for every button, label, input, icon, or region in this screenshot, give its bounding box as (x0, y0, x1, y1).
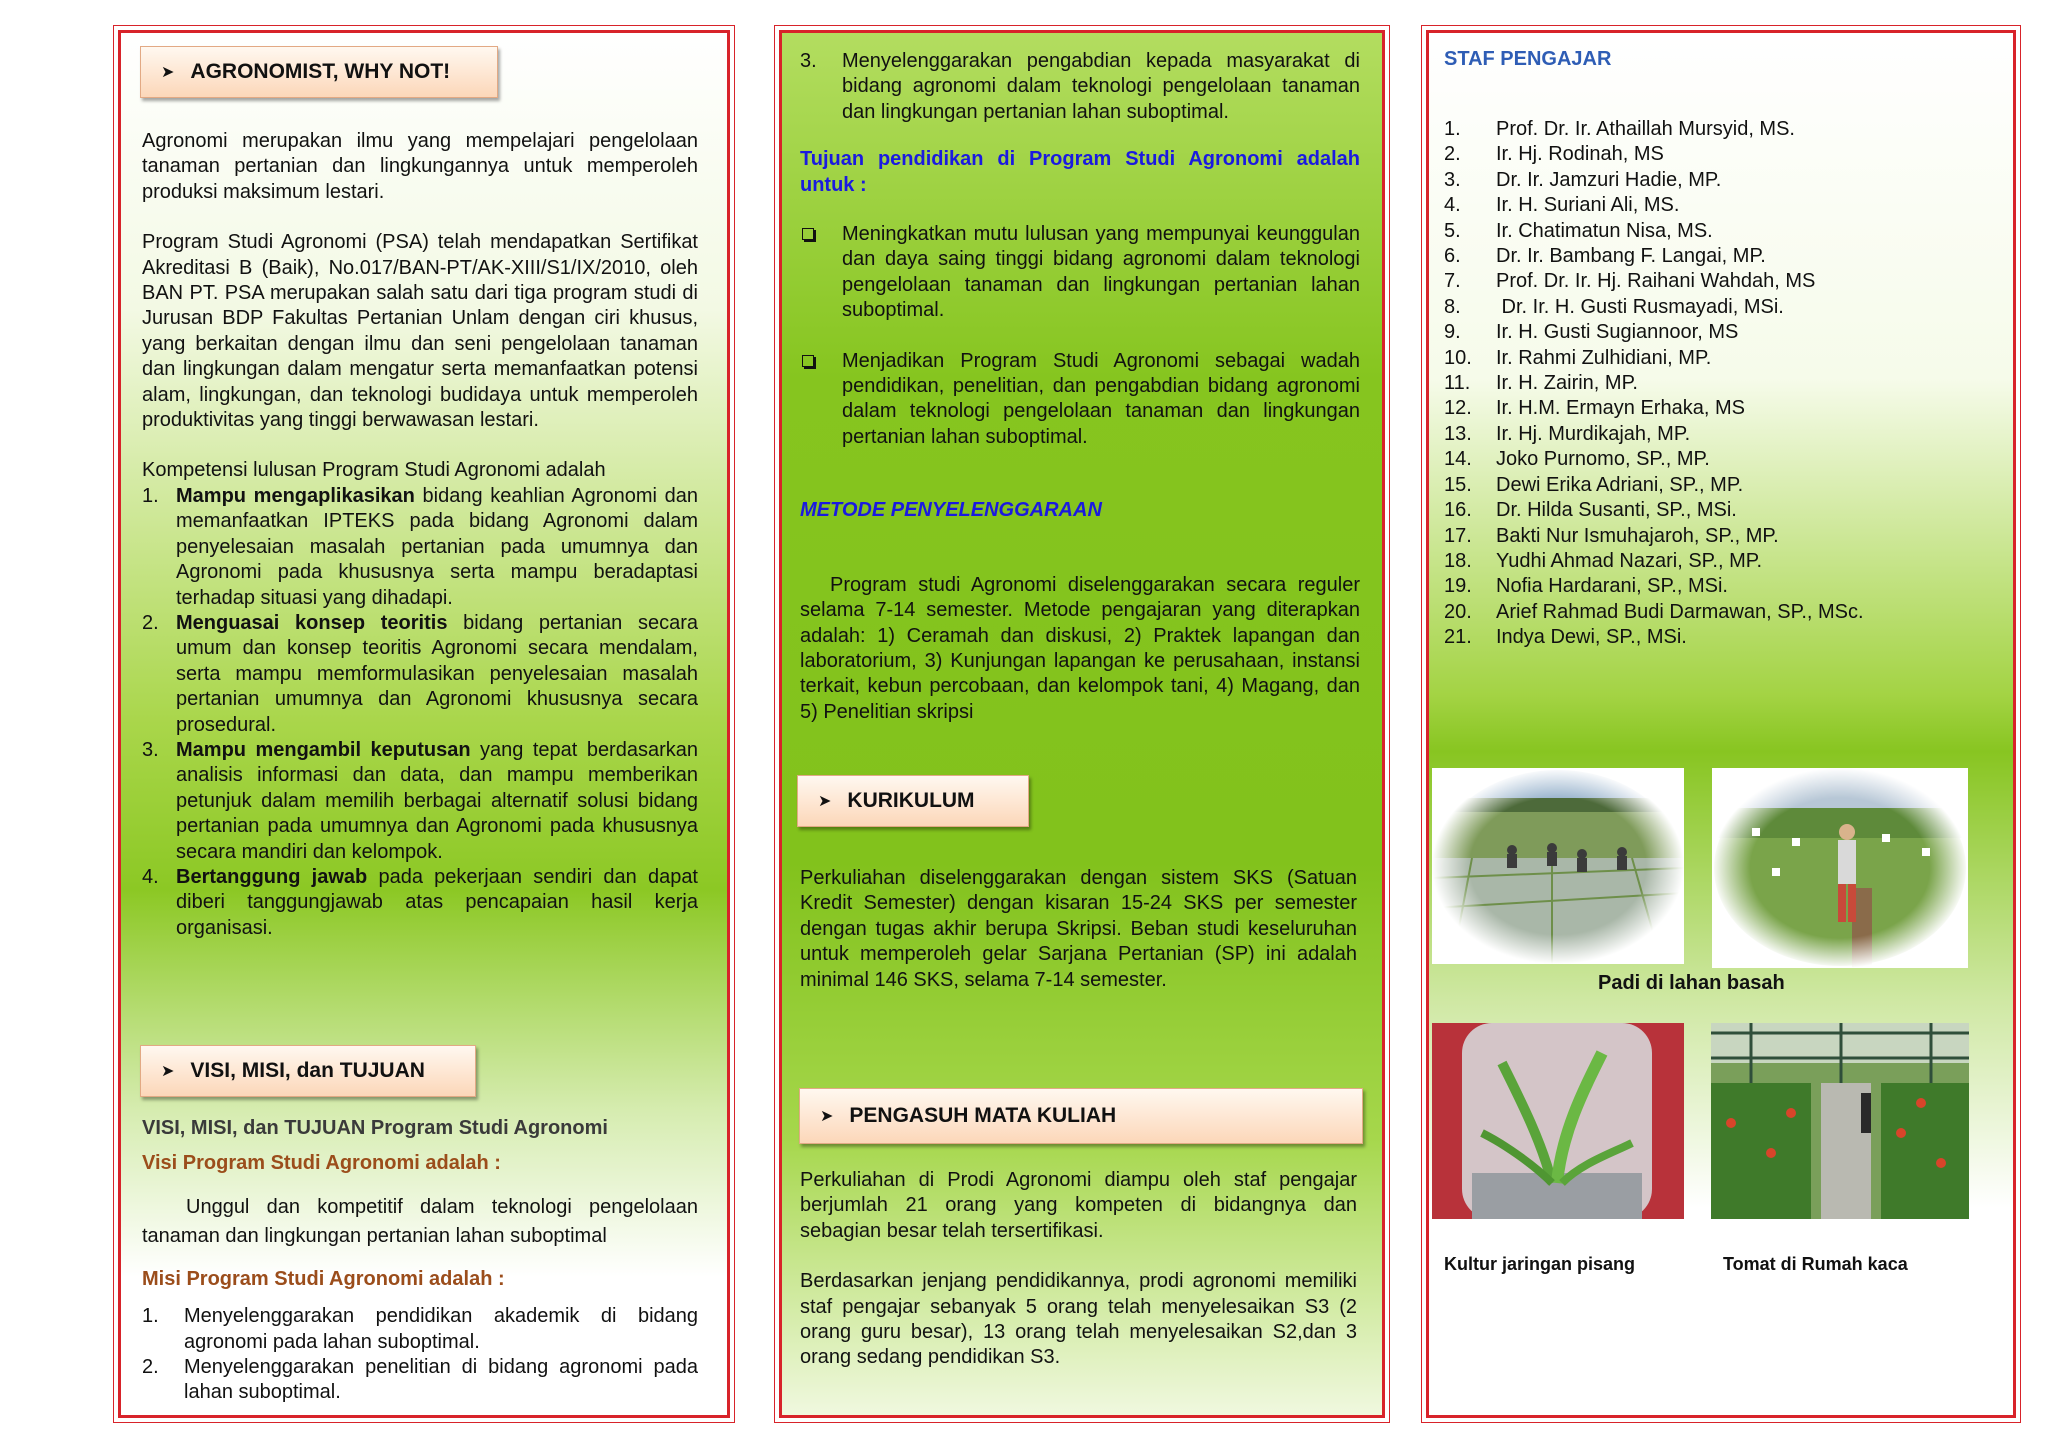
list-item: 18. Yudhi Ahmad Nazari, SP., MP. (1444, 549, 1763, 572)
list-item: 21. Indya Dewi, SP., MSi. (1444, 626, 1687, 649)
staff-title: STAF PENGAJAR (1444, 48, 1612, 70)
list-item: 20. Arief Rahmad Budi Darmawan, SP., MSc. (1444, 600, 1864, 623)
kompetensi-intro: Kompetensi lulusan Program Studi Agronomi adalah (142, 459, 606, 482)
list-item: 19. Nofia Hardarani, SP., MSi. (1444, 575, 1728, 598)
caption-tomat: Tomat di Rumah kaca (1723, 1254, 1908, 1274)
pengasuh-section (800, 1168, 1357, 1371)
list-item: 2. Menguasai konsep teoritis bidang pertanian secara umum dan konsep teoritis Agronomi secara mendalam, serta mampu memformulasikan penyelesaian masalah pertanian umumnya dan Agronomi khususnya secara prosedural. (142, 611, 699, 736)
list-item: 17. Bakti Nur Ismuhajaroh, SP., MP. (1444, 524, 1779, 547)
list-item: 2. Menyelenggarakan penelitian di bidang agronomi pada lahan suboptimal. (142, 1356, 698, 1404)
header-visi-misi-label: VISI, MISI, dan TUJUAN (190, 1059, 425, 1082)
panel1-body (142, 129, 698, 941)
list-item: 1. Menyelenggarakan pendidikan akademik di bidang agronomi pada lahan suboptimal. (142, 1305, 698, 1353)
arrow-bullet-icon: ➤ (820, 1108, 834, 1125)
list-item: 12. Ir. H.M. Ermayn Erhaka, MS (1444, 397, 1745, 420)
header-visi-misi (140, 1045, 476, 1097)
list-item: 10. Ir. Rahmi Zulhidiani, MP. (1444, 346, 1712, 369)
list-item: 8. Dr. Ir. H. Gusti Rusmayadi, MSi. (1444, 295, 1784, 318)
rice-field-photo (1432, 768, 1684, 964)
list-item: 5. Ir. Chatimatun Nisa, MS. (1444, 219, 1713, 242)
list-item: 1. Mampu mengaplikasikan bidang keahlian Agronomi dan memanfaatkan IPTEKS pada bidang Agronomi dalam penyelesaian masalah pertanian pada umumnya dan Agronomi pada khususnya serta mampu beradaptasi terhadap situasi yang dihadapi. (142, 484, 698, 609)
list-item: 6. Dr. Ir. Bambang F. Langai, MP. (1444, 245, 1766, 268)
greenhouse-tomato-photo (1711, 1023, 1969, 1219)
kurikulum-text: Perkuliahan diselenggarakan dengan sistem SKS (Satuan Kredit Semester) dengan kisaran 15-24 SKS per semester dengan tugas akhir berupa Skripsi. Beban studi keseluruhan untuk memperoleh gelar Sarjana Pertanian (SP) ini adalah minimal 146 SKS, selama 7-14 semester. (800, 867, 1357, 991)
list-item: 2. Ir. Hj. Rodinah, MS (1444, 143, 1664, 166)
misi-list-continued (800, 49, 1360, 125)
pengasuh-text-1: Perkuliahan di Prodi Agronomi diampu oleh staf pengajar berjumlah 21 orang yang kompeten di bidangnya dan sebagian besar telah tersertifikasi. (800, 1169, 1357, 1242)
header-agronomist-label: AGRONOMIST, WHY NOT! (190, 60, 451, 83)
list-item: Menjadikan Program Studi Agronomi sebagai wadah pendidikan, penelitian, dan pengabdian bidang agronomi dalam teknologi pengelolaan tanaman dan lingkungan pertanian lahan suboptimal. (800, 349, 1360, 451)
metode-text: Program studi Agronomi diselenggarakan secara reguler selama 7-14 semester. Metode pengajaran yang diterapkan adalah: 1) Ceramah dan diskusi, 2) Praktek lapangan dan laboratorium, 3) Kunjungan lapangan ke perusahaan, instansi terkait, kebun percobaan, dan kelompok tani, 4) Magang, dan 5) Penelitian skripsi (800, 573, 1360, 723)
list-item: 11. Ir. H. Zairin, MP. (1444, 372, 1638, 395)
vmt-title: VISI, MISI, dan TUJUAN Program Studi Agronomi (142, 1117, 608, 1139)
caption-kultur: Kultur jaringan pisang (1444, 1254, 1636, 1274)
header-agronomist (140, 46, 498, 98)
misi-title: Misi Program Studi Agronomi adalah : (142, 1267, 505, 1290)
list-item: 15. Dewi Erika Adriani, SP., MP. (1444, 473, 1744, 496)
caption-padi: Padi di lahan basah (1598, 972, 1785, 994)
visi-title: Visi Program Studi Agronomi adalah : (142, 1152, 501, 1175)
kompetensi-list (142, 484, 698, 941)
list-item: 4. Bertanggung jawab pada pekerjaan sendiri dan dapat diberi tanggungjawab atas pencapaian hasil kerja organisasi. (142, 865, 698, 939)
list-item: 3. Menyelenggarakan pengabdian kepada masyarakat di bidang agronomi dalam teknologi pengelolaan tanaman dan lingkungan pertanian lahan suboptimal. (800, 50, 1360, 123)
list-item: 1. Prof. Dr. Ir. Athaillah Mursyid, MS. (1444, 118, 1795, 140)
list-item: 14. Joko Purnomo, SP., MP. (1444, 448, 1710, 471)
header-pengasuh-label: PENGASUH MATA KULIAH (849, 1104, 1117, 1127)
rice-field-illustration (1432, 768, 1684, 964)
tissue-culture-illustration (1432, 1023, 1684, 1219)
header-pengasuh (799, 1088, 1363, 1144)
tujuan-list (800, 222, 1360, 450)
checkbox-bullet-icon (802, 228, 814, 240)
panel2-top (800, 49, 1360, 725)
staff-list (1444, 117, 2004, 651)
arrow-bullet-icon: ➤ (161, 64, 175, 81)
misi-list (142, 1304, 698, 1406)
list-item: Meningkatkan mutu lulusan yang mempunyai keunggulan dan daya saing tinggi bidang agronomi dalam teknologi pengelolaan tanaman dan lingkungan pertanian lahan suboptimal. (800, 222, 1360, 324)
list-item: 9. Ir. H. Gusti Sugiannoor, MS (1444, 321, 1739, 344)
rice-research-photo (1712, 768, 1968, 968)
intro-paragraph: Agronomi merupakan ilmu yang mempelajari pengelolaan tanaman pertanian dan lingkungannya untuk memperoleh produksi maksimum lestari. (142, 130, 698, 203)
rice-research-illustration (1712, 768, 1968, 968)
tissue-culture-photo (1432, 1023, 1684, 1219)
metode-title: METODE PENYELENGGARAAN (800, 499, 1102, 522)
list-item: 3. Mampu mengambil keputusan yang tepat berdasarkan analisis informasi dan data, dan mampu memberikan petunjuk dalam memilih berbagai alternatif solusi bidang pertanian pada umumnya dan Agronomi pada khususnya secara mandiri dan kelompok. (142, 738, 698, 863)
list-item: 3. Dr. Ir. Jamzuri Hadie, MP. (1444, 168, 1722, 191)
list-item: 7. Prof. Dr. Ir. Hj. Raihani Wahdah, MS (1444, 270, 1816, 293)
visi-text: Unggul dan kompetitif dalam teknologi pengelolaan tanaman dan lingkungan pertanian lahan suboptimal (142, 1195, 698, 1247)
arrow-bullet-icon: ➤ (818, 793, 832, 810)
kurikulum-section (800, 866, 1357, 993)
list-item: 13. Ir. Hj. Murdikajah, MP. (1444, 422, 1691, 445)
tujuan-title: Tujuan pendidikan di Program Studi Agronomi adalah untuk : (800, 148, 1360, 196)
checkbox-bullet-icon (802, 355, 814, 367)
greenhouse-illustration (1711, 1023, 1969, 1219)
list-item: 4. Ir. H. Suriani Ali, MS. (1444, 194, 1680, 217)
list-item: 16. Dr. Hilda Susanti, SP., MSi. (1444, 499, 1737, 522)
visi-misi-section (142, 1116, 698, 1406)
pengasuh-text-2: Berdasarkan jenjang pendidikannya, prodi agronomi memiliki staf pengajar sebanyak 5 orang telah menyelesaikan S3 (2 orang guru besar), 13 orang telah menyelesaikan S2,dan 3 orang sedang pendidikan S3. (800, 1270, 1357, 1369)
psa-paragraph: Program Studi Agronomi (PSA) telah mendapatkan Sertifikat Akreditasi B (Baik), No.017/BAN-PT/AK-XIII/S1/IX/2010, oleh BAN PT. PSA merupakan salah satu dari tiga program studi di Jurusan BDP Fakultas Pertanian Unlam dengan ciri khusus, yang berkaitan dengan ilmu dan seni pengelolaan tanaman dan lingkungan dalam mengatur serta memanfaatkan potensi alam, lingkungan, dan teknologi budidaya untuk memperoleh produktivitas yang tinggi berwawasan lestari. (142, 231, 698, 432)
header-kurikulum (797, 775, 1029, 827)
header-kurikulum-label: KURIKULUM (847, 789, 975, 812)
arrow-bullet-icon: ➤ (161, 1063, 175, 1080)
